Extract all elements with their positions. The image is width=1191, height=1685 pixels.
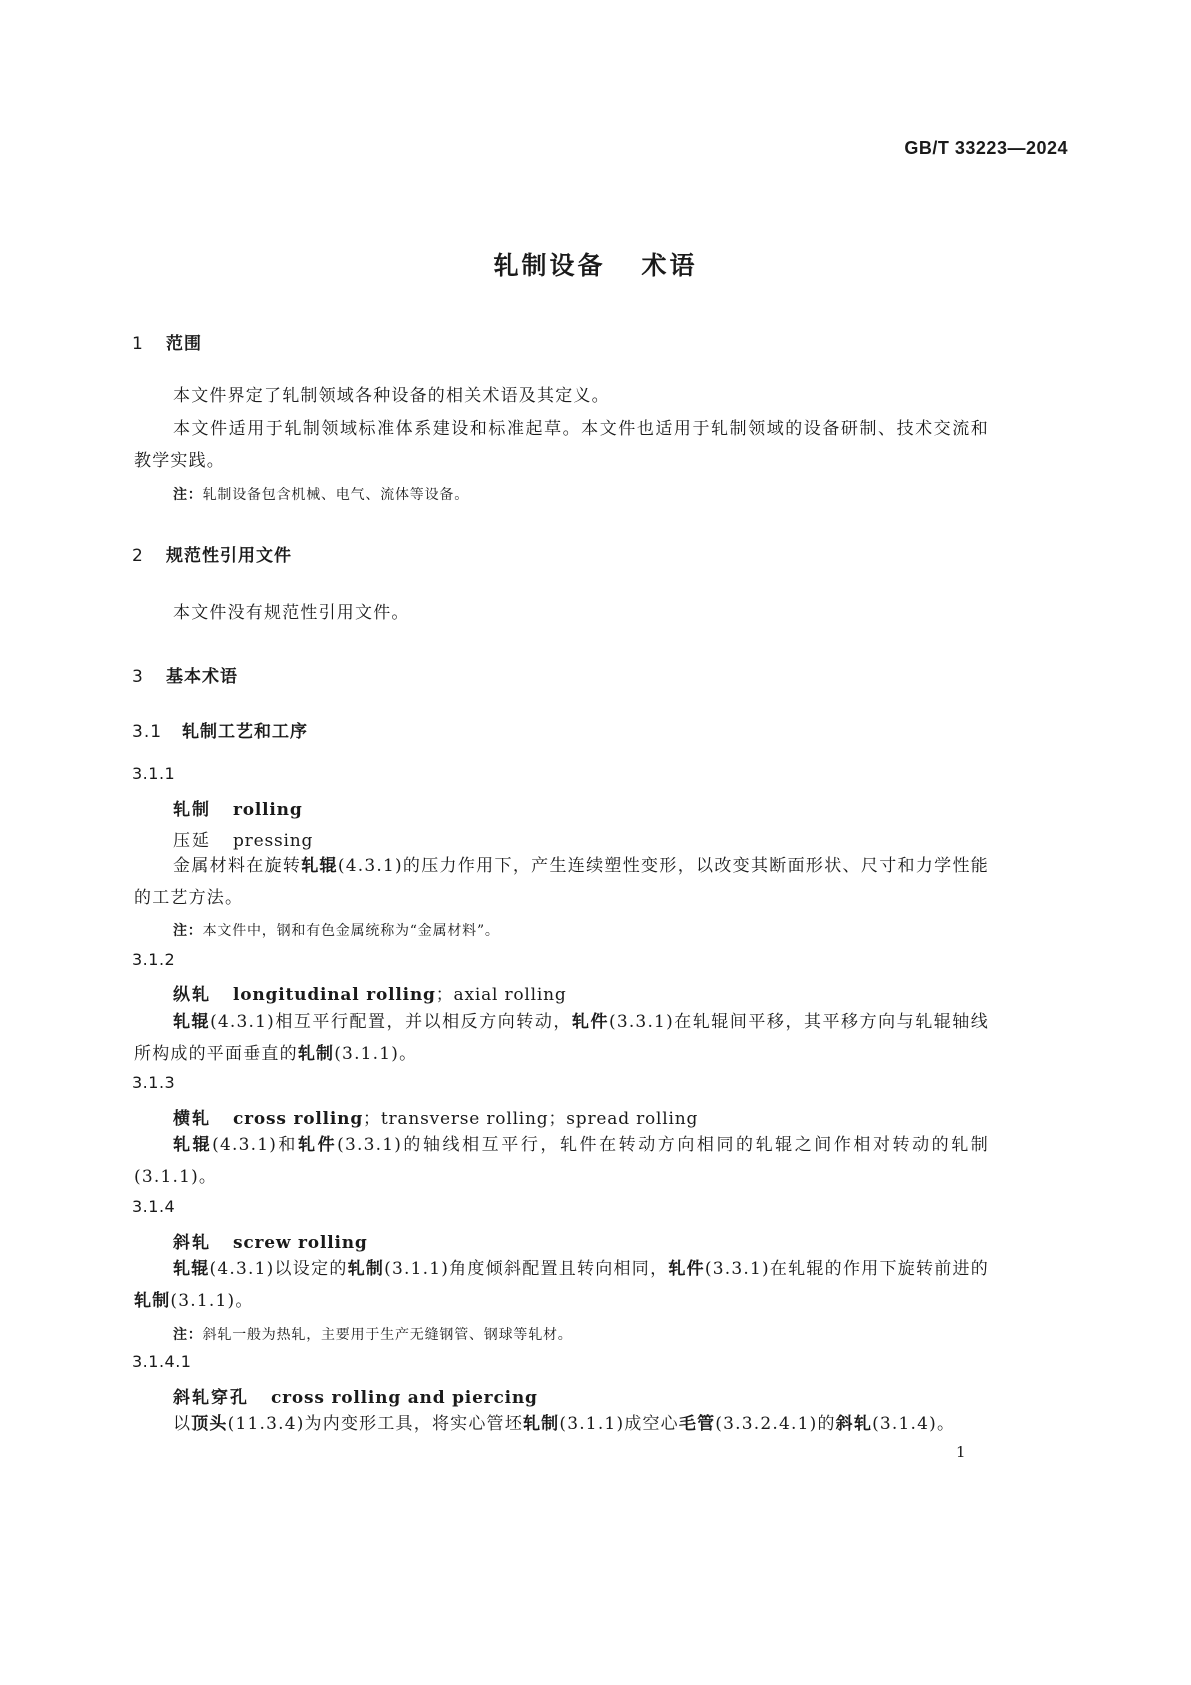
term-entry — [173, 980, 567, 1005]
def-ref-term: 轧制 — [347, 1259, 385, 1279]
term-definition — [134, 1129, 989, 1193]
def-ref-term: 斜轧 — [835, 1414, 873, 1434]
def-ref-term: 轧辊 — [173, 1012, 211, 1032]
note-text: 本文件中，钢和有色金属统称为“金属材料”。 — [202, 923, 500, 939]
term-entry — [173, 1104, 698, 1129]
title-part1: 轧制设备 — [493, 251, 606, 280]
term-en: longitudinal rolling — [233, 985, 436, 1005]
note-label: 注： — [173, 487, 203, 503]
term-entry — [173, 795, 303, 820]
section-number: 3 — [132, 667, 144, 687]
term-number: 3.1.2 — [132, 950, 176, 969]
synonym-en: pressing — [233, 831, 314, 851]
term-number: 3.1.4.1 — [132, 1352, 192, 1371]
section-number: 2 — [132, 546, 144, 566]
def-ref-term: 毛管 — [678, 1414, 716, 1434]
term-entry — [173, 1228, 368, 1253]
paragraph: 本文件界定了轧制领域各种设备的相关术语及其定义。 — [173, 386, 610, 406]
def-text: (3.3.1)的轴线相互平行，轧件在转动方向相同的轧辊之间作相对转动的轧制(3.1.1)。 — [134, 1135, 990, 1187]
term-entry — [173, 1383, 538, 1408]
subsection-number: 3.1 — [132, 722, 163, 742]
term-zh: 斜轧 — [173, 1233, 211, 1253]
section-title: 基本术语 — [166, 667, 238, 687]
def-text: (11.3.4)为内变形工具，将实心管坯 — [227, 1414, 523, 1434]
section-title: 规范性引用文件 — [166, 546, 292, 566]
def-ref-term: 轧制 — [522, 1414, 560, 1434]
def-text: (4.3.1)和 — [212, 1135, 298, 1155]
def-text: (3.1.1)成空心 — [559, 1414, 679, 1434]
paragraph: 本文件适用于轧制领域标准体系建设和标准起草。本文件也适用于轧制领域的设备研制、技术交流和教学实践。 — [134, 419, 989, 471]
note-label: 注： — [173, 1327, 203, 1343]
term-zh: 轧制 — [173, 800, 211, 820]
def-text: (3.3.1)在轧辊间平移，其平移方向与轧辊轴线所构成的平面垂直的 — [134, 1012, 990, 1064]
def-ref-term: 轧件 — [668, 1259, 705, 1279]
term-number: 3.1.1 — [132, 764, 176, 783]
term-zh: 横轧 — [173, 1109, 211, 1129]
standard-id: GB/T 33223—2024 — [904, 138, 1068, 158]
term-alt: ；transverse rolling；spread rolling — [363, 1109, 699, 1129]
def-text: (3.3.1)在轧辊的作用下旋转前进的 — [704, 1259, 990, 1279]
term-number: 3.1.3 — [132, 1073, 176, 1092]
synonym-zh: 压延 — [173, 831, 211, 851]
note — [173, 920, 500, 940]
term-definition — [134, 1006, 989, 1070]
def-text: (3.1.1)。 — [334, 1044, 418, 1064]
section-title: 范围 — [166, 334, 202, 354]
page-number: 1 — [956, 1443, 966, 1461]
def-ref-term: 轧辊 — [301, 856, 338, 876]
def-ref-term: 轧件 — [571, 1012, 609, 1032]
note — [173, 484, 469, 504]
def-ref-term: 轧件 — [298, 1135, 338, 1155]
term-en: rolling — [233, 800, 303, 820]
def-ref-term: 轧制 — [297, 1044, 335, 1064]
term-en: screw rolling — [233, 1233, 368, 1253]
term-alt: ；axial rolling — [435, 985, 567, 1005]
section-heading-2 — [132, 541, 292, 566]
note-text: 斜轧一般为热轧，主要用于生产无缝钢管、钢球等轧材。 — [202, 1327, 573, 1343]
term-en: cross rolling — [233, 1109, 364, 1129]
document-title — [0, 246, 1191, 282]
paragraph: 本文件没有规范性引用文件。 — [173, 603, 410, 623]
def-text: (3.3.2.4.1)的 — [715, 1414, 836, 1434]
def-text: 以 — [173, 1414, 192, 1434]
term-number: 3.1.4 — [132, 1197, 176, 1216]
term-zh: 纵轧 — [173, 985, 211, 1005]
def-text: (4.3.1)的压力作用下，产生连续塑性变形，以改变其断面形状、尺寸和力学性能的工艺方法。 — [134, 856, 989, 908]
note-label: 注： — [173, 923, 203, 939]
term-definition — [134, 850, 989, 914]
def-ref-term: 轧制 — [134, 1291, 171, 1311]
title-part2: 术语 — [641, 251, 698, 280]
subsection-title: 轧制工艺和工序 — [182, 722, 308, 742]
def-text: (3.1.4)。 — [872, 1414, 956, 1434]
term-zh: 斜轧穿孔 — [173, 1388, 249, 1408]
section-heading-3 — [132, 662, 238, 687]
subsection-heading-3-1 — [132, 717, 308, 742]
def-text: 金属材料在旋转 — [173, 856, 302, 876]
def-ref-term: 轧辊 — [173, 1135, 213, 1155]
def-text: (3.1.1)角度倾斜配置且转向相同， — [384, 1259, 669, 1279]
term-definition — [134, 1253, 989, 1317]
term-definition — [134, 1408, 989, 1440]
def-ref-term: 轧辊 — [173, 1259, 210, 1279]
section-heading-1 — [132, 329, 202, 354]
section-number: 1 — [132, 334, 144, 354]
def-ref-term: 顶头 — [191, 1414, 228, 1434]
note — [173, 1324, 573, 1344]
def-text: (4.3.1)相互平行配置，并以相反方向转动， — [210, 1012, 572, 1032]
note-text: 轧制设备包含机械、电气、流体等设备。 — [202, 487, 470, 503]
def-text: (3.1.1)。 — [170, 1291, 254, 1311]
def-text: (4.3.1)以设定的 — [209, 1259, 348, 1279]
term-synonym — [173, 826, 313, 851]
term-en: cross rolling and piercing — [271, 1388, 538, 1408]
